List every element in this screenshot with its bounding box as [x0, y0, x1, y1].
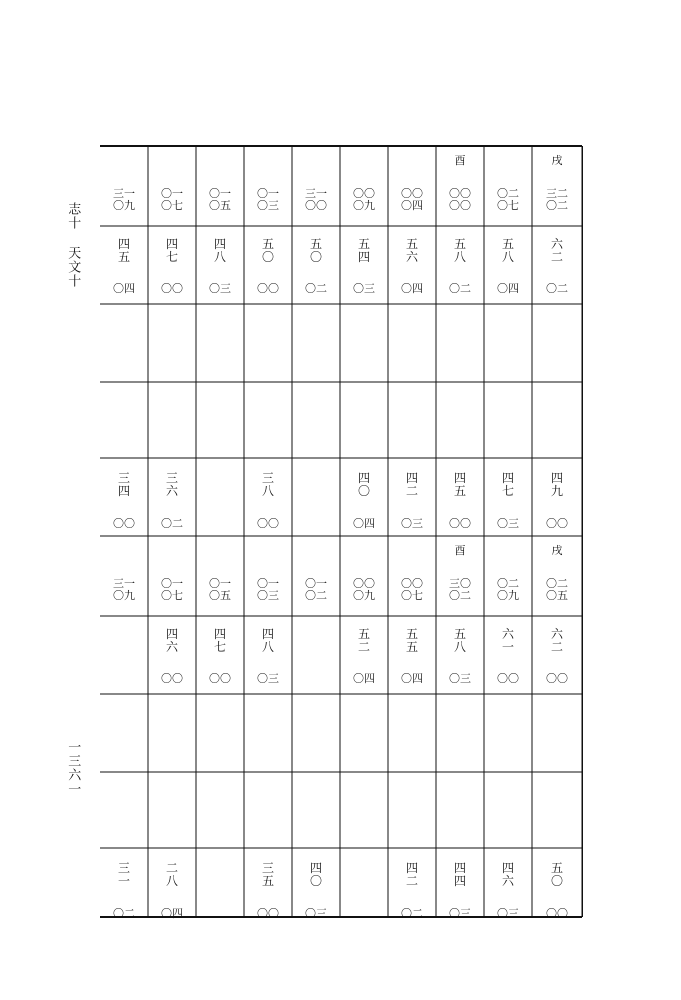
table-label-cell — [340, 538, 388, 564]
table-cell-b-top-line: 六 — [165, 640, 178, 654]
table-cell-a-line: 〇九 — [353, 589, 375, 602]
page-number: 一三六一 — [65, 740, 81, 796]
table-cell-b-bottom-line: 〇四 — [353, 671, 375, 685]
table-cell-e-top — [100, 852, 148, 898]
table-cell-a-line: 〇二 — [449, 589, 471, 602]
table-cell-e-bottom-line: 〇〇 — [546, 516, 568, 530]
table-cell-b-top-line: 四 — [165, 626, 178, 641]
table-cell-b-top — [292, 618, 340, 664]
table-cell-e-top-line: 〇 — [550, 874, 563, 888]
table-label-cell — [100, 148, 148, 174]
table-label-cell — [148, 148, 196, 174]
table-cell-e-bottom — [532, 510, 582, 538]
table-label-cell — [388, 148, 436, 174]
table-cell-b-top — [148, 618, 196, 664]
table-cell-b-top-line: 五 — [117, 250, 130, 264]
table-cell-e-top — [388, 462, 436, 508]
table-cell-a-line: 〇〇 — [353, 186, 375, 200]
table-cell-e-top — [340, 852, 388, 898]
table-cell-e-top-line: 八 — [261, 484, 274, 498]
table-label-cell — [244, 148, 292, 174]
table-cell-b-top — [484, 618, 532, 664]
table-cell-a-line: 〇一 — [257, 576, 279, 590]
table-cell-e-bottom — [532, 900, 582, 928]
table-cell-e-bottom-line: 〇四 — [161, 906, 183, 920]
table-cell-e-bottom — [292, 900, 340, 928]
table-cell-b-top — [244, 228, 292, 274]
table-cell-a-line: 三一 — [113, 186, 135, 200]
table-cell-e-top — [388, 852, 436, 898]
table-cell-b-bottom — [388, 666, 436, 692]
table-cell-b-top-line: 四 — [261, 626, 274, 641]
table-cell-e-bottom — [340, 900, 388, 928]
table-cell-b-top-line: 二 — [357, 640, 370, 654]
table-cell-e-bottom — [196, 510, 244, 538]
table-cell-a — [532, 174, 582, 226]
table-cell-b-top-line: 六 — [405, 250, 418, 264]
table-label-cell — [100, 538, 148, 564]
table-label-cell — [292, 148, 340, 174]
table-cell-a-line: 〇二 — [497, 186, 519, 200]
table-cell-b-top-line: 五 — [453, 626, 466, 641]
table-cell-b-top — [532, 228, 582, 274]
table-cell-b-bottom — [292, 276, 340, 302]
table-cell-e-top — [292, 852, 340, 898]
table-cell-a-line: 〇四 — [401, 199, 423, 212]
table-cell-e-top — [532, 462, 582, 508]
table-cell-e-top-line: 二 — [405, 484, 418, 498]
table-cell-b-bottom-line: 〇〇 — [257, 281, 279, 295]
table-cell-e-bottom — [148, 510, 196, 538]
table-cell-b-top — [244, 618, 292, 664]
table-cell-e-top — [244, 852, 292, 898]
table-cell-e-bottom — [436, 900, 484, 928]
table-cell-a-line: 〇五 — [209, 589, 231, 602]
table-cell-e-bottom-line: 〇〇 — [546, 906, 568, 920]
table-cell-b-top — [100, 618, 148, 664]
table-cell-b-top-line: 五 — [405, 640, 418, 654]
table-cell-e-top-line: 〇 — [309, 874, 322, 888]
table-cell-e-top-line: 四 — [405, 860, 418, 875]
table-label-cell-line: 酉 — [454, 543, 466, 557]
table-cell-a — [436, 564, 484, 616]
table-cell-e-bottom-line: 〇四 — [353, 516, 375, 530]
table-cell-e-bottom-line: 〇三 — [449, 906, 471, 920]
table-cell-b-bottom — [100, 276, 148, 302]
table-cell-b-top — [196, 228, 244, 274]
table-cell-a-line: 〇二 — [546, 576, 568, 590]
table-cell-a-line: 〇五 — [546, 589, 568, 602]
table-cell-a-line: 〇三 — [257, 589, 279, 602]
table-cell-e-bottom-line: 〇〇 — [113, 516, 135, 530]
table-cell-a — [340, 174, 388, 226]
table-cell-e-bottom — [244, 510, 292, 538]
table-cell-b-top — [148, 228, 196, 274]
table-label-cell — [196, 148, 244, 174]
table-cell-a — [388, 564, 436, 616]
table-cell-e-top-line: 三 — [261, 470, 274, 485]
table-cell-b-bottom — [484, 666, 532, 692]
table-cell-a-line: 三一 — [113, 576, 135, 590]
table-cell-e-bottom — [436, 510, 484, 538]
table-cell-e-top-line: 二 — [405, 874, 418, 888]
table-cell-e-top-line: 八 — [165, 874, 178, 888]
table-cell-e-bottom — [484, 900, 532, 928]
table-cell-e-top-line: 五 — [550, 860, 563, 875]
table-cell-b-bottom — [196, 666, 244, 692]
table-cell-b-top-line: 六 — [550, 626, 563, 641]
table-cell-a-line: 〇九 — [497, 589, 519, 602]
table-cell-b-top — [196, 618, 244, 664]
table-label-cell — [532, 538, 582, 564]
table-cell-a-line: 三二 — [546, 186, 568, 200]
table-cell-e-bottom — [244, 900, 292, 928]
table-cell-b-bottom-line: 〇四 — [401, 671, 423, 685]
table-cell-b-bottom — [244, 666, 292, 692]
table-cell-e-top — [244, 462, 292, 508]
table-label-cell — [292, 538, 340, 564]
table-cell-b-top-line: 五 — [501, 236, 514, 251]
table-cell-b-top-line: 七 — [213, 640, 226, 654]
table-cell-e-top-line: 四 — [501, 860, 514, 875]
table-cell-e-top-line: 六 — [501, 874, 514, 888]
table-cell-a — [196, 564, 244, 616]
table-cell-e-top-line: 三 — [261, 860, 274, 875]
table-cell-e-top — [148, 852, 196, 898]
table-cell-b-top-line: 五 — [405, 626, 418, 641]
table-cell-a-line: 〇一 — [209, 576, 231, 590]
table-cell-a-line: 〇〇 — [401, 186, 423, 200]
table-cell-b-top-line: 八 — [213, 250, 226, 264]
table-cell-a — [148, 174, 196, 226]
table-cell-e-top-line: 二 — [165, 860, 178, 875]
table-cell-b-top — [388, 228, 436, 274]
table-cell-b-top — [100, 228, 148, 274]
table-cell-a-line: 〇七 — [161, 199, 183, 212]
table-label-cell — [148, 538, 196, 564]
table-cell-e-top-line: 七 — [501, 484, 514, 498]
table-cell-a — [484, 174, 532, 226]
table-cell-e-bottom — [340, 510, 388, 538]
table-cell-a — [532, 564, 582, 616]
table-cell-e-bottom — [148, 900, 196, 928]
table-cell-e-top-line: 四 — [453, 470, 466, 485]
table-cell-e-top — [292, 462, 340, 508]
table-cell-e-top — [340, 462, 388, 508]
table-cell-a — [100, 174, 148, 226]
table-cell-b-top-line: 八 — [453, 640, 466, 654]
table-cell-b-top-line: 五 — [357, 236, 370, 251]
table-cell-a-line: 〇〇 — [449, 199, 471, 212]
table-cell-e-top-line: 三 — [117, 470, 130, 485]
table-cell-e-bottom-line: 〇三 — [497, 516, 519, 530]
table-cell-a-line: 三一 — [305, 186, 327, 200]
table-cell-e-bottom-line: 〇二 — [113, 906, 135, 920]
table-cell-b-top-line: 一 — [501, 640, 514, 654]
table-cell-e-top-line: 四 — [309, 860, 322, 875]
table-cell-b-top-line: 五 — [309, 236, 322, 251]
table-cell-b-bottom — [340, 666, 388, 692]
table-cell-e-top — [484, 462, 532, 508]
table-cell-a-line: 〇〇 — [449, 186, 471, 200]
table-cell-b-bottom-line: 〇四 — [401, 281, 423, 295]
table-cell-e-bottom-line: 〇〇 — [257, 906, 279, 920]
table-cell-b-bottom-line: 〇四 — [497, 281, 519, 295]
table-cell-b-top — [436, 228, 484, 274]
table-cell-b-bottom — [292, 666, 340, 692]
table-cell-b-top-line: 四 — [165, 236, 178, 251]
table-cell-a-line: 〇七 — [161, 589, 183, 602]
table-cell-b-top-line: 六 — [550, 236, 563, 251]
table-cell-e-top-line: 四 — [550, 470, 563, 485]
table-cell-b-bottom — [532, 666, 582, 692]
table-cell-b-bottom-line: 〇四 — [113, 281, 135, 295]
table-cell-b-bottom-line: 〇二 — [546, 281, 568, 295]
table-cell-b-top-line: 四 — [213, 626, 226, 641]
table-cell-b-bottom-line: 〇三 — [449, 671, 471, 685]
table-cell-a-line: 〇一 — [209, 186, 231, 200]
table-cell-b-bottom — [388, 276, 436, 302]
table-cell-e-top-line: 五 — [261, 874, 274, 888]
table-cell-a-line: 〇一 — [161, 576, 183, 590]
table-label-cell — [388, 538, 436, 564]
table-cell-a-line: 三〇 — [449, 576, 471, 590]
table-cell-a — [196, 174, 244, 226]
table-cell-b-bottom-line: 〇二 — [449, 281, 471, 295]
table-cell-b-top-line: 二 — [550, 640, 563, 654]
table-cell-b-top-line: 五 — [357, 626, 370, 641]
table-cell-e-top — [100, 462, 148, 508]
table-cell-a-line: 〇九 — [353, 199, 375, 212]
table-cell-e-bottom-line: 〇三 — [497, 906, 519, 920]
table-cell-b-top — [340, 228, 388, 274]
table-cell-e-bottom-line: 〇二 — [401, 906, 423, 920]
table-cell-e-top-line: 五 — [453, 484, 466, 498]
table-cell-b-bottom — [532, 276, 582, 302]
table-cell-b-top-line: 五 — [261, 236, 274, 251]
table-cell-b-top — [388, 618, 436, 664]
table-cell-a-line: 〇二 — [546, 199, 568, 212]
table-cell-b-bottom-line: 〇三 — [257, 671, 279, 685]
table-label-cell — [484, 538, 532, 564]
table-cell-e-top — [484, 852, 532, 898]
table-cell-b-top-line: 二 — [550, 250, 563, 264]
table-cell-b-bottom-line: 〇三 — [209, 281, 231, 295]
table-label-cell — [244, 538, 292, 564]
table-cell-a-line: 〇二 — [497, 576, 519, 590]
table-cell-b-bottom-line: 〇二 — [305, 281, 327, 295]
table-cell-a — [292, 174, 340, 226]
table-cell-a-line: 〇五 — [209, 199, 231, 212]
table-cell-e-top-line: 九 — [550, 484, 563, 498]
table-cell-e-bottom-line: 〇二 — [161, 516, 183, 530]
table-cell-b-bottom-line: 〇〇 — [161, 671, 183, 685]
table-label-cell-line: 戌 — [551, 543, 563, 557]
table-cell-e-bottom — [196, 900, 244, 928]
table-cell-e-top — [436, 462, 484, 508]
table-cell-b-top-line: 八 — [261, 640, 274, 654]
table-cell-a — [100, 564, 148, 616]
table-cell-b-top-line: 八 — [453, 250, 466, 264]
table-cell-a-line: 〇三 — [257, 199, 279, 212]
table-cell-e-bottom — [388, 900, 436, 928]
table-cell-a — [148, 564, 196, 616]
table-cell-a-line: 〇一 — [305, 576, 327, 590]
table-cell-a-line: 〇二 — [305, 589, 327, 602]
table-cell-e-bottom-line: 〇三 — [401, 516, 423, 530]
table-cell-e-top — [148, 462, 196, 508]
table-cell-a — [484, 564, 532, 616]
table-cell-b-bottom-line: 〇〇 — [546, 671, 568, 685]
table-cell-a-line: 〇〇 — [305, 199, 327, 212]
table-cell-a-line: 〇九 — [113, 199, 135, 212]
chapter-title: 志十 天文十 — [65, 202, 81, 288]
table-cell-e-top-line: 四 — [453, 874, 466, 888]
table-cell-b-top-line: 五 — [405, 236, 418, 251]
table-cell-b-bottom — [244, 276, 292, 302]
table-cell-b-bottom — [436, 666, 484, 692]
table-cell-e-bottom — [292, 510, 340, 538]
table-cell-a-line: 〇一 — [161, 186, 183, 200]
table-cell-b-bottom — [100, 666, 148, 692]
table-cell-b-top-line: 八 — [501, 250, 514, 264]
table-cell-e-top-line: 四 — [117, 484, 130, 498]
table-cell-e-top-line: 六 — [165, 484, 178, 498]
table-cell-b-top — [484, 228, 532, 274]
table-cell-e-top-line: 四 — [405, 470, 418, 485]
table-cell-e-top-line: 〇 — [357, 484, 370, 498]
table-cell-a — [340, 564, 388, 616]
table-cell-e-top — [532, 852, 582, 898]
table-cell-a-line: 〇〇 — [353, 576, 375, 590]
table-cell-b-top-line: 五 — [453, 236, 466, 251]
table-cell-e-bottom-line: 〇〇 — [449, 516, 471, 530]
table-cell-e-bottom — [100, 900, 148, 928]
table-cell-a-line: 〇一 — [257, 186, 279, 200]
table-cell-b-top-line: 六 — [501, 626, 514, 641]
table-label-cell — [484, 148, 532, 174]
table-cell-b-bottom-line: 〇〇 — [209, 671, 231, 685]
table-cell-a — [292, 564, 340, 616]
table-cell-a — [244, 174, 292, 226]
table-cell-b-top — [340, 618, 388, 664]
table-cell-a-line: 〇七 — [497, 199, 519, 212]
table-cell-b-bottom-line: 〇三 — [353, 281, 375, 295]
table-cell-e-bottom-line: 〇〇 — [257, 516, 279, 530]
table-cell-e-top-line: 一 — [117, 874, 130, 888]
table-cell-e-top-line: 三 — [117, 860, 130, 875]
table-cell-b-bottom — [436, 276, 484, 302]
table-cell-b-bottom-line: 〇〇 — [497, 671, 519, 685]
table-cell-e-bottom — [100, 510, 148, 538]
table-cell-b-top — [532, 618, 582, 664]
table-cell-b-bottom — [484, 276, 532, 302]
table-cell-a — [436, 174, 484, 226]
table-cell-e-bottom — [484, 510, 532, 538]
table-cell-a — [244, 564, 292, 616]
table-label-cell — [532, 148, 582, 174]
table-cell-b-top-line: 四 — [213, 236, 226, 251]
table-cell-a-line: 〇〇 — [401, 576, 423, 590]
table-cell-e-top-line: 四 — [453, 860, 466, 875]
table-cell-b-bottom — [148, 276, 196, 302]
table-cell-e-top — [436, 852, 484, 898]
table-cell-b-top-line: 四 — [117, 236, 130, 251]
table-cell-b-bottom — [148, 666, 196, 692]
table-cell-a — [388, 174, 436, 226]
table-cell-a-line: 〇七 — [401, 589, 423, 602]
table-cell-e-bottom — [388, 510, 436, 538]
table-cell-e-top-line: 四 — [357, 470, 370, 485]
table-cell-e-bottom-line: 〇三 — [305, 906, 327, 920]
table-cell-b-bottom — [340, 276, 388, 302]
table-cell-e-top — [196, 462, 244, 508]
table-cell-b-bottom-line: 〇〇 — [161, 281, 183, 295]
table-label-cell — [436, 148, 484, 174]
table-cell-b-top-line: 四 — [357, 250, 370, 264]
table-cell-b-top-line: 七 — [165, 250, 178, 264]
table-label-cell — [436, 538, 484, 564]
table-cell-e-top-line: 三 — [165, 470, 178, 485]
table-label-cell-line: 戌 — [551, 153, 563, 167]
table-cell-b-top-line: 〇 — [261, 250, 274, 264]
table-label-cell-line: 酉 — [454, 153, 466, 167]
table-cell-b-top — [292, 228, 340, 274]
table-cell-b-bottom — [196, 276, 244, 302]
table-cell-a-line: 〇九 — [113, 589, 135, 602]
table-cell-e-top-line: 四 — [501, 470, 514, 485]
table-label-cell — [196, 538, 244, 564]
table-cell-b-top — [436, 618, 484, 664]
table-cell-b-top-line: 〇 — [309, 250, 322, 264]
table-cell-e-top — [196, 852, 244, 898]
table-label-cell — [340, 148, 388, 174]
